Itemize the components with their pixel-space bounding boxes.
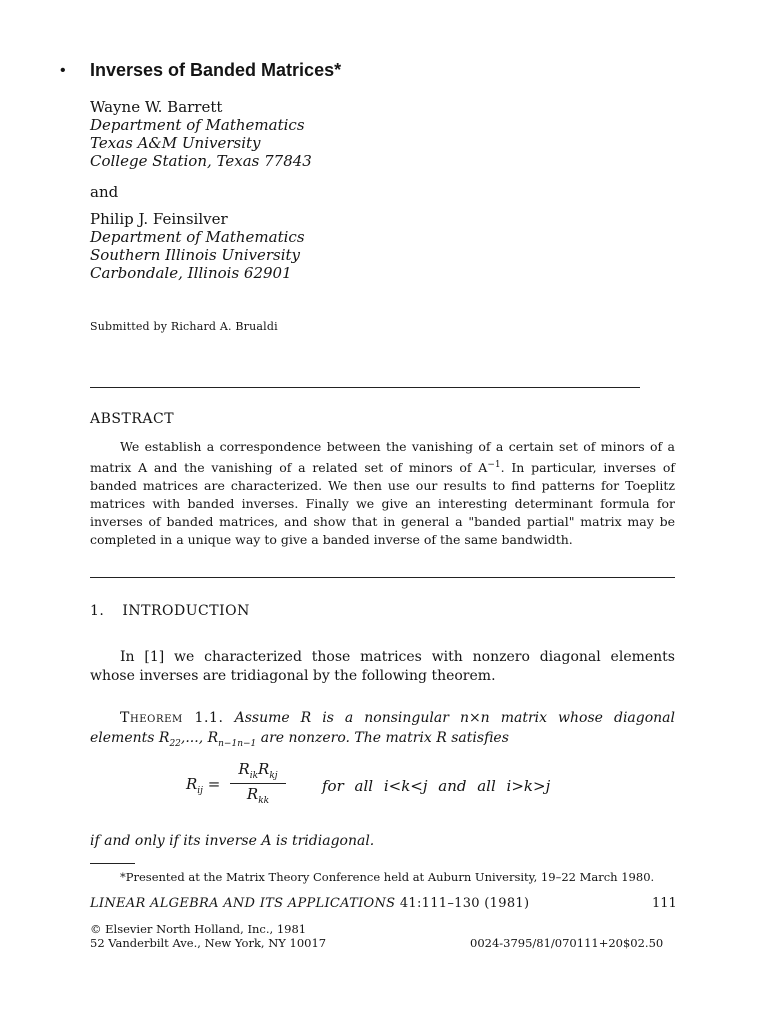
section-title: INTRODUCTION	[122, 603, 250, 619]
abstract-superscript: −1	[487, 460, 501, 470]
abstract-text-part-1: We establish a correspondence between the vanishing of a certain set of minors of a matrix A and the vanishing of a related set of minors of A	[90, 439, 675, 476]
denominator-symbol: R	[246, 785, 259, 803]
divider-top	[90, 387, 640, 388]
abstract-text	[90, 438, 675, 549]
formula-fraction	[230, 760, 286, 806]
author-block-1	[90, 98, 312, 170]
abstract-heading: ABSTRACT	[90, 411, 175, 427]
publisher-address: 52 Vanderbilt Ave., New York, NY 10017	[90, 936, 327, 950]
intro-paragraph: In [1] we characterized those matrices with nonzero diagonal elements whose inverses are tridiagonal by the following theorem.	[90, 649, 675, 684]
abstract-text-part-2: . In particular, inverses of banded matrices are characterized. We then use our results to find patterns for Toeplitz matrices with banded inverses. Finally we give an interesting determinant formula for inverses of banded matrices, and show that in general a "banded partial" matrix may be completed in a unique way to give a banded inverse of the same bandwidth.	[90, 460, 675, 548]
author-block-2	[90, 210, 305, 282]
denominator-sub: kk	[258, 796, 270, 806]
formula-condition: for all i<k<j and all i>k>j	[322, 777, 551, 795]
formula-lhs	[186, 775, 220, 796]
divider-bottom	[90, 577, 675, 578]
theorem-text-2: ,..., R	[180, 730, 219, 746]
submitted-by: Submitted by Richard A. Brualdi	[90, 320, 278, 333]
theorem-text-1: Assume R is a nonsingular n×n matrix whose diagonal elements R	[90, 710, 675, 746]
author-university: Southern Illinois University	[90, 246, 301, 264]
theorem-statement	[90, 708, 675, 754]
numerator-b: R	[258, 760, 270, 778]
theorem-sub-2: n−1n−1	[218, 738, 257, 749]
journal-name: LINEAR ALGEBRA AND ITS APPLICATIONS	[90, 896, 396, 911]
display-formula	[186, 760, 606, 820]
paper-title: Inverses of Banded Matrices*	[90, 60, 342, 80]
theorem-text-3: are nonzero. The matrix R satisfies	[256, 730, 509, 746]
section-heading	[90, 603, 250, 619]
numerator-a: R	[238, 760, 250, 778]
author-department: Department of Mathematics	[90, 116, 305, 134]
journal-volume: 41:111–130 (1981)	[395, 896, 530, 911]
author-name: Wayne W. Barrett	[90, 98, 223, 116]
bullet-mark: •	[60, 62, 66, 79]
formula-lhs-sub: ij	[197, 786, 203, 796]
journal-code: 0024-3795/81/070111+20$02.50	[470, 936, 664, 950]
page-number: 111	[652, 896, 677, 911]
section-number: 1.	[90, 603, 105, 619]
author-city: College Station, Texas 77843	[90, 152, 312, 170]
formula-lhs-symbol: R	[186, 775, 198, 793]
author-university: Texas A&M University	[90, 134, 261, 152]
numerator-a-sub: ik	[249, 771, 259, 781]
author-name: Philip J. Feinsilver	[90, 210, 228, 228]
fraction-denominator	[230, 785, 286, 806]
publisher-info	[90, 922, 326, 950]
footnote-rule	[90, 863, 135, 864]
numerator-b-sub: kj	[269, 771, 278, 781]
author-city: Carbondale, Illinois 62901	[90, 264, 292, 282]
theorem-conclusion: if and only if its inverse A is tridiagonal.	[90, 833, 375, 849]
journal-citation	[90, 896, 529, 911]
fraction-numerator	[230, 760, 286, 782]
theorem-sub-1: 22	[169, 738, 181, 749]
and-separator: and	[90, 183, 119, 201]
formula-equals: =	[202, 775, 221, 793]
author-department: Department of Mathematics	[90, 228, 305, 246]
theorem-label: Theorem 1.1.	[120, 710, 224, 726]
footnote: *Presented at the Matrix Theory Conference held at Auburn University, 19–22 March 1980.	[120, 870, 655, 884]
copyright-line: © Elsevier North Holland, Inc., 1981	[90, 922, 307, 936]
fraction-bar	[230, 783, 286, 784]
